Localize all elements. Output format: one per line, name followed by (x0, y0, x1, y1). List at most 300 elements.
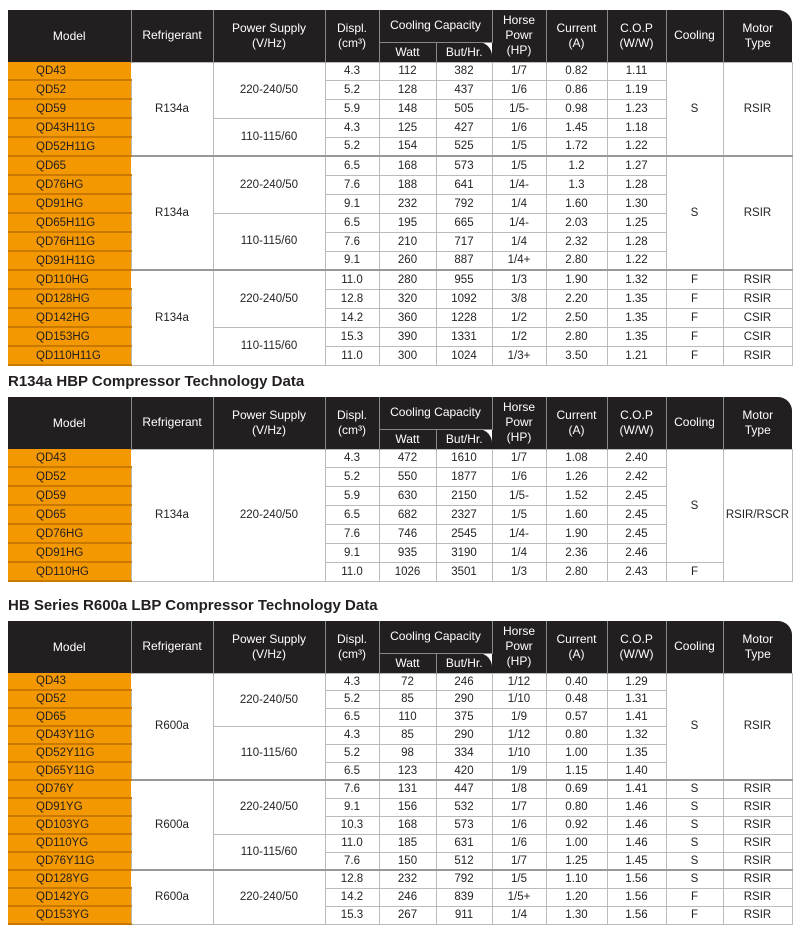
header-cop-text: (W/W) (619, 646, 654, 661)
current-cell: 2.32 (546, 232, 607, 251)
cop-cell: 2.45 (607, 486, 666, 505)
btu-cell: 290 (436, 726, 492, 744)
watt-cell: 232 (379, 194, 436, 213)
model-cell: QD110YG (8, 834, 131, 852)
header-current (546, 397, 607, 449)
header-power-supply (213, 10, 325, 62)
watt-cell: 150 (379, 852, 436, 870)
displacement-cell: 9.1 (325, 194, 379, 213)
current-cell: 2.03 (546, 213, 607, 232)
header-model (8, 10, 131, 62)
header-horse-power (492, 397, 546, 449)
btu-cell: 437 (436, 80, 492, 99)
horse-power-cell: 1/4- (492, 175, 546, 194)
btu-cell: 717 (436, 232, 492, 251)
cop-cell: 1.40 (607, 762, 666, 780)
current-cell: 1.60 (546, 505, 607, 524)
displacement-cell: 5.2 (325, 137, 379, 156)
cop-cell: 1.28 (607, 175, 666, 194)
header-motor-type (723, 10, 792, 62)
model-cell: QD76Y (8, 780, 131, 798)
motor-type-cell: RSIR (723, 834, 792, 852)
header-horse-power-text: (HP) (506, 654, 532, 669)
current-cell: 1.20 (546, 888, 607, 906)
header-power-supply (213, 397, 325, 449)
model-cell: QD91HG (8, 543, 131, 562)
table-1-container (8, 10, 792, 366)
watt-cell: 746 (379, 524, 436, 543)
motor-type-cell: RSIR (723, 852, 792, 870)
displacement-cell: 5.2 (325, 467, 379, 486)
horse-power-cell: 1/8 (492, 780, 546, 798)
header-refrigerant (131, 397, 213, 449)
model-cell: QD128HG (8, 289, 131, 308)
displacement-cell: 11.0 (325, 834, 379, 852)
cooling-cell: S (666, 156, 723, 270)
power-supply-cell: 110-115/60 (213, 118, 325, 156)
header-horse-power (492, 621, 546, 673)
watt-cell: 148 (379, 99, 436, 118)
header-displacement (325, 10, 379, 62)
watt-cell: 110 (379, 708, 436, 726)
header-displacement-text: Displ. (336, 20, 367, 35)
header-displacement-text: (cm³) (338, 422, 366, 437)
header-cooling-capacity (379, 10, 492, 42)
horse-power-cell: 1/3 (492, 270, 546, 289)
model-cell: QD153YG (8, 906, 131, 924)
header-current-text: (A) (568, 35, 585, 50)
model-cell: QD43H11G (8, 118, 131, 137)
cooling-cell: S (666, 62, 723, 156)
header-model-text: Model (52, 415, 86, 430)
btu-cell: 665 (436, 213, 492, 232)
motor-type-cell: RSIR (723, 673, 792, 780)
displacement-cell: 5.2 (325, 80, 379, 99)
cop-cell: 1.31 (607, 690, 666, 708)
motor-type-cell: RSIR (723, 906, 792, 924)
displacement-cell: 11.0 (325, 346, 379, 365)
header-refrigerant (131, 10, 213, 62)
cop-cell: 1.32 (607, 270, 666, 289)
motor-type-cell: RSIR (723, 816, 792, 834)
watt-cell: 156 (379, 798, 436, 816)
current-cell: 1.30 (546, 906, 607, 924)
horse-power-cell: 1/2 (492, 327, 546, 346)
header-motor-type-text: Type (744, 646, 771, 661)
btu-cell: 382 (436, 62, 492, 80)
btu-cell: 427 (436, 118, 492, 137)
motor-type-cell: RSIR (723, 62, 792, 156)
watt-cell: 232 (379, 870, 436, 888)
header-horse-power-text: Powr (505, 28, 533, 43)
header-model (8, 621, 131, 673)
btu-cell: 792 (436, 194, 492, 213)
model-cell: QD110H11G (8, 346, 131, 365)
header-power-supply-text: Power Supply (231, 20, 307, 35)
header-cooling-text: Cooling (674, 415, 715, 430)
displacement-cell: 14.2 (325, 888, 379, 906)
model-cell: QD52 (8, 690, 131, 708)
header-current (546, 621, 607, 673)
table-row (8, 816, 792, 834)
cop-cell: 2.40 (607, 449, 666, 467)
btu-cell: 792 (436, 870, 492, 888)
cop-cell: 1.22 (607, 251, 666, 270)
header-motor-type-text: Motor (742, 20, 774, 35)
current-cell: 1.00 (546, 834, 607, 852)
horse-power-cell: 1/7 (492, 449, 546, 467)
watt-cell: 472 (379, 449, 436, 467)
btu-cell: 1092 (436, 289, 492, 308)
current-cell: 0.40 (546, 673, 607, 690)
displacement-cell: 5.9 (325, 99, 379, 118)
horse-power-cell: 1/10 (492, 690, 546, 708)
btu-cell: 955 (436, 270, 492, 289)
model-cell: QD65H11G (8, 213, 131, 232)
horse-power-cell: 1/4 (492, 194, 546, 213)
watt-cell: 185 (379, 834, 436, 852)
watt-cell: 360 (379, 308, 436, 327)
cop-cell: 1.35 (607, 289, 666, 308)
header-watt (379, 429, 436, 449)
header-power-supply (213, 621, 325, 673)
cooling-cell: S (666, 816, 723, 834)
cooling-cell: S (666, 870, 723, 888)
header-cooling (666, 10, 723, 62)
motor-type-cell: RSIR (723, 270, 792, 289)
header-refrigerant (131, 621, 213, 673)
header-cop (607, 621, 666, 673)
current-cell: 2.50 (546, 308, 607, 327)
table-row (8, 834, 792, 852)
horse-power-cell: 1/6 (492, 834, 546, 852)
current-cell: 1.00 (546, 744, 607, 762)
cop-cell: 1.27 (607, 156, 666, 175)
cop-cell: 1.19 (607, 80, 666, 99)
cooling-cell: S (666, 673, 723, 780)
horse-power-cell: 1/5 (492, 137, 546, 156)
model-cell: QD65 (8, 708, 131, 726)
current-cell: 1.10 (546, 870, 607, 888)
model-cell: QD76HG (8, 175, 131, 194)
cooling-cell: F (666, 308, 723, 327)
btu-cell: 641 (436, 175, 492, 194)
cop-cell: 1.18 (607, 118, 666, 137)
btu-cell: 447 (436, 780, 492, 798)
header-watt (379, 42, 436, 62)
btu-cell: 1877 (436, 467, 492, 486)
cooling-cell: F (666, 346, 723, 365)
table-row (8, 270, 792, 289)
current-cell: 0.86 (546, 80, 607, 99)
header-horse-power-text: Powr (505, 415, 533, 430)
header-current-text: Current (556, 631, 597, 646)
current-cell: 2.80 (546, 327, 607, 346)
current-cell: 2.20 (546, 289, 607, 308)
cooling-cell: F (666, 906, 723, 924)
cop-cell: 1.41 (607, 708, 666, 726)
horse-power-cell: 1/5 (492, 156, 546, 175)
current-cell: 2.80 (546, 562, 607, 581)
displacement-cell: 4.3 (325, 726, 379, 744)
header-horse-power-text: Horse (502, 624, 535, 639)
horse-power-cell: 1/5+ (492, 888, 546, 906)
cooling-cell: F (666, 289, 723, 308)
watt-cell: 131 (379, 780, 436, 798)
current-cell: 1.15 (546, 762, 607, 780)
motor-type-cell: RSIR (723, 870, 792, 888)
motor-type-cell: CSIR (723, 308, 792, 327)
displacement-cell: 11.0 (325, 562, 379, 581)
header-motor-type (723, 621, 792, 673)
displacement-cell: 14.2 (325, 308, 379, 327)
current-cell: 0.82 (546, 62, 607, 80)
refrigerant-cell: R134a (131, 62, 213, 156)
header-displacement-text: (cm³) (338, 646, 366, 661)
table-3-container (8, 621, 792, 925)
horse-power-cell: 1/4 (492, 232, 546, 251)
watt-cell: 168 (379, 156, 436, 175)
header-displacement-text: Displ. (336, 631, 367, 646)
btu-cell: 2327 (436, 505, 492, 524)
cop-cell: 1.41 (607, 780, 666, 798)
horse-power-cell: 1/7 (492, 798, 546, 816)
btu-cell: 887 (436, 251, 492, 270)
horse-power-cell: 1/4 (492, 906, 546, 924)
section-title: HB Series R600a LBP Compressor Technology Data (8, 597, 378, 614)
header-power-supply-text: (V/Hz) (252, 422, 286, 437)
displacement-cell: 5.2 (325, 690, 379, 708)
watt-cell: 267 (379, 906, 436, 924)
model-cell: QD43 (8, 62, 131, 80)
header-btu (436, 42, 492, 62)
btu-cell: 3190 (436, 543, 492, 562)
btu-cell: 3501 (436, 562, 492, 581)
displacement-cell: 4.3 (325, 62, 379, 80)
displacement-cell: 12.8 (325, 289, 379, 308)
displacement-cell: 6.5 (325, 505, 379, 524)
header-btu-text: But/Hr. (445, 431, 483, 446)
header-cooling (666, 621, 723, 673)
displacement-cell: 4.3 (325, 673, 379, 690)
header-current-text: Current (556, 20, 597, 35)
cop-cell: 1.46 (607, 798, 666, 816)
table-row (8, 449, 792, 467)
refrigerant-cell: R134a (131, 270, 213, 365)
table-2-container (8, 397, 792, 582)
header-power-supply-text: (V/Hz) (252, 35, 286, 50)
table-row (8, 156, 792, 175)
watt-cell: 154 (379, 137, 436, 156)
table-row (8, 62, 792, 80)
horse-power-cell: 1/3+ (492, 346, 546, 365)
model-cell: QD76Y11G (8, 852, 131, 870)
displacement-cell: 6.5 (325, 213, 379, 232)
refrigerant-cell: R600a (131, 870, 213, 924)
cooling-cell: S (666, 834, 723, 852)
current-cell: 0.80 (546, 798, 607, 816)
header-btu-text: But/Hr. (445, 44, 483, 59)
watt-cell: 210 (379, 232, 436, 251)
header-cooling-capacity-text: Cooling Capacity (390, 18, 481, 33)
current-cell: 1.90 (546, 270, 607, 289)
horse-power-cell: 1/9 (492, 762, 546, 780)
current-cell: 1.3 (546, 175, 607, 194)
btu-cell: 525 (436, 137, 492, 156)
btu-cell: 505 (436, 99, 492, 118)
table-row (8, 780, 792, 798)
displacement-cell: 7.6 (325, 524, 379, 543)
current-cell: 2.80 (546, 251, 607, 270)
btu-cell: 1024 (436, 346, 492, 365)
power-supply-cell: 110-115/60 (213, 213, 325, 270)
header-btu (436, 429, 492, 449)
watt-cell: 72 (379, 673, 436, 690)
watt-cell: 682 (379, 505, 436, 524)
header-cop-text: C.O.P (620, 407, 653, 422)
cooling-cell: F (666, 888, 723, 906)
horse-power-cell: 1/6 (492, 118, 546, 137)
header-current-text: Current (556, 407, 597, 422)
horse-power-cell: 1/5 (492, 870, 546, 888)
displacement-cell: 9.1 (325, 251, 379, 270)
model-cell: QD65 (8, 156, 131, 175)
cop-cell: 1.56 (607, 888, 666, 906)
cop-cell: 1.29 (607, 673, 666, 690)
horse-power-cell: 1/2 (492, 308, 546, 327)
cop-cell: 1.23 (607, 99, 666, 118)
btu-cell: 2150 (436, 486, 492, 505)
cooling-cell: F (666, 562, 723, 581)
motor-type-cell: RSIR (723, 156, 792, 270)
header-power-supply-text: Power Supply (231, 407, 307, 422)
header-cop-text: C.O.P (620, 20, 653, 35)
table-row (8, 888, 792, 906)
btu-cell: 911 (436, 906, 492, 924)
horse-power-cell: 1/6 (492, 467, 546, 486)
header-horse-power-text: Horse (502, 13, 535, 28)
btu-cell: 1610 (436, 449, 492, 467)
header-btu (436, 653, 492, 673)
horse-power-cell: 1/7 (492, 62, 546, 80)
current-cell: 1.45 (546, 118, 607, 137)
model-cell: QD52H11G (8, 137, 131, 156)
header-motor-type-text: Motor (742, 407, 774, 422)
header-refrigerant-text: Refrigerant (142, 415, 202, 430)
header-watt-text: Watt (395, 44, 420, 59)
header-motor-type-text: Type (744, 422, 771, 437)
model-cell: QD142HG (8, 308, 131, 327)
displacement-cell: 7.6 (325, 852, 379, 870)
horse-power-cell: 1/4+ (492, 251, 546, 270)
current-cell: 1.90 (546, 524, 607, 543)
model-cell: QD142YG (8, 888, 131, 906)
table-row (8, 289, 792, 308)
motor-type-cell: RSIR (723, 289, 792, 308)
motor-type-cell: CSIR (723, 327, 792, 346)
header-refrigerant-text: Refrigerant (142, 28, 202, 43)
power-supply-cell: 110-115/60 (213, 834, 325, 870)
model-cell: QD128YG (8, 870, 131, 888)
horse-power-cell: 1/5 (492, 505, 546, 524)
current-cell: 0.92 (546, 816, 607, 834)
header-model (8, 397, 131, 449)
horse-power-cell: 1/12 (492, 726, 546, 744)
cooling-cell: S (666, 780, 723, 798)
model-cell: QD52 (8, 467, 131, 486)
model-cell: QD52Y11G (8, 744, 131, 762)
watt-cell: 260 (379, 251, 436, 270)
header-cooling (666, 397, 723, 449)
horse-power-cell: 3/8 (492, 289, 546, 308)
model-cell: QD153HG (8, 327, 131, 346)
header-watt (379, 653, 436, 673)
table-row (8, 870, 792, 888)
cop-cell: 1.21 (607, 346, 666, 365)
cop-cell: 1.56 (607, 906, 666, 924)
btu-cell: 375 (436, 708, 492, 726)
displacement-cell: 11.0 (325, 270, 379, 289)
power-supply-cell: 110-115/60 (213, 327, 325, 365)
watt-cell: 188 (379, 175, 436, 194)
btu-cell: 839 (436, 888, 492, 906)
motor-type-cell: RSIR (723, 780, 792, 798)
header-horse-power (492, 10, 546, 62)
motor-type-cell: RSIR (723, 798, 792, 816)
displacement-cell: 12.8 (325, 870, 379, 888)
header-motor-type-text: Type (744, 35, 771, 50)
cop-cell: 2.46 (607, 543, 666, 562)
displacement-cell: 10.3 (325, 816, 379, 834)
header-current (546, 10, 607, 62)
refrigerant-cell: R600a (131, 780, 213, 870)
power-supply-cell: 220-240/50 (213, 780, 325, 834)
watt-cell: 125 (379, 118, 436, 137)
power-supply-cell: 220-240/50 (213, 270, 325, 327)
model-cell: QD43 (8, 673, 131, 690)
model-cell: QD43Y11G (8, 726, 131, 744)
watt-cell: 935 (379, 543, 436, 562)
displacement-cell: 6.5 (325, 708, 379, 726)
model-cell: QD76H11G (8, 232, 131, 251)
cooling-cell: F (666, 327, 723, 346)
btu-cell: 290 (436, 690, 492, 708)
header-cooling-capacity (379, 397, 492, 429)
horse-power-cell: 1/4- (492, 524, 546, 543)
current-cell: 1.25 (546, 852, 607, 870)
table-row (8, 308, 792, 327)
cop-cell: 1.46 (607, 834, 666, 852)
displacement-cell: 7.6 (325, 780, 379, 798)
current-cell: 1.26 (546, 467, 607, 486)
header-motor-type (723, 397, 792, 449)
table-row (8, 327, 792, 346)
header-cooling-text: Cooling (674, 639, 715, 654)
current-cell: 0.69 (546, 780, 607, 798)
cop-cell: 1.28 (607, 232, 666, 251)
header-cop (607, 397, 666, 449)
horse-power-cell: 1/6 (492, 80, 546, 99)
watt-cell: 246 (379, 888, 436, 906)
cop-cell: 1.25 (607, 213, 666, 232)
displacement-cell: 5.2 (325, 744, 379, 762)
horse-power-cell: 1/6 (492, 816, 546, 834)
horse-power-cell: 1/9 (492, 708, 546, 726)
header-current-text: (A) (568, 422, 585, 437)
watt-cell: 195 (379, 213, 436, 232)
model-cell: QD103YG (8, 816, 131, 834)
watt-cell: 85 (379, 690, 436, 708)
